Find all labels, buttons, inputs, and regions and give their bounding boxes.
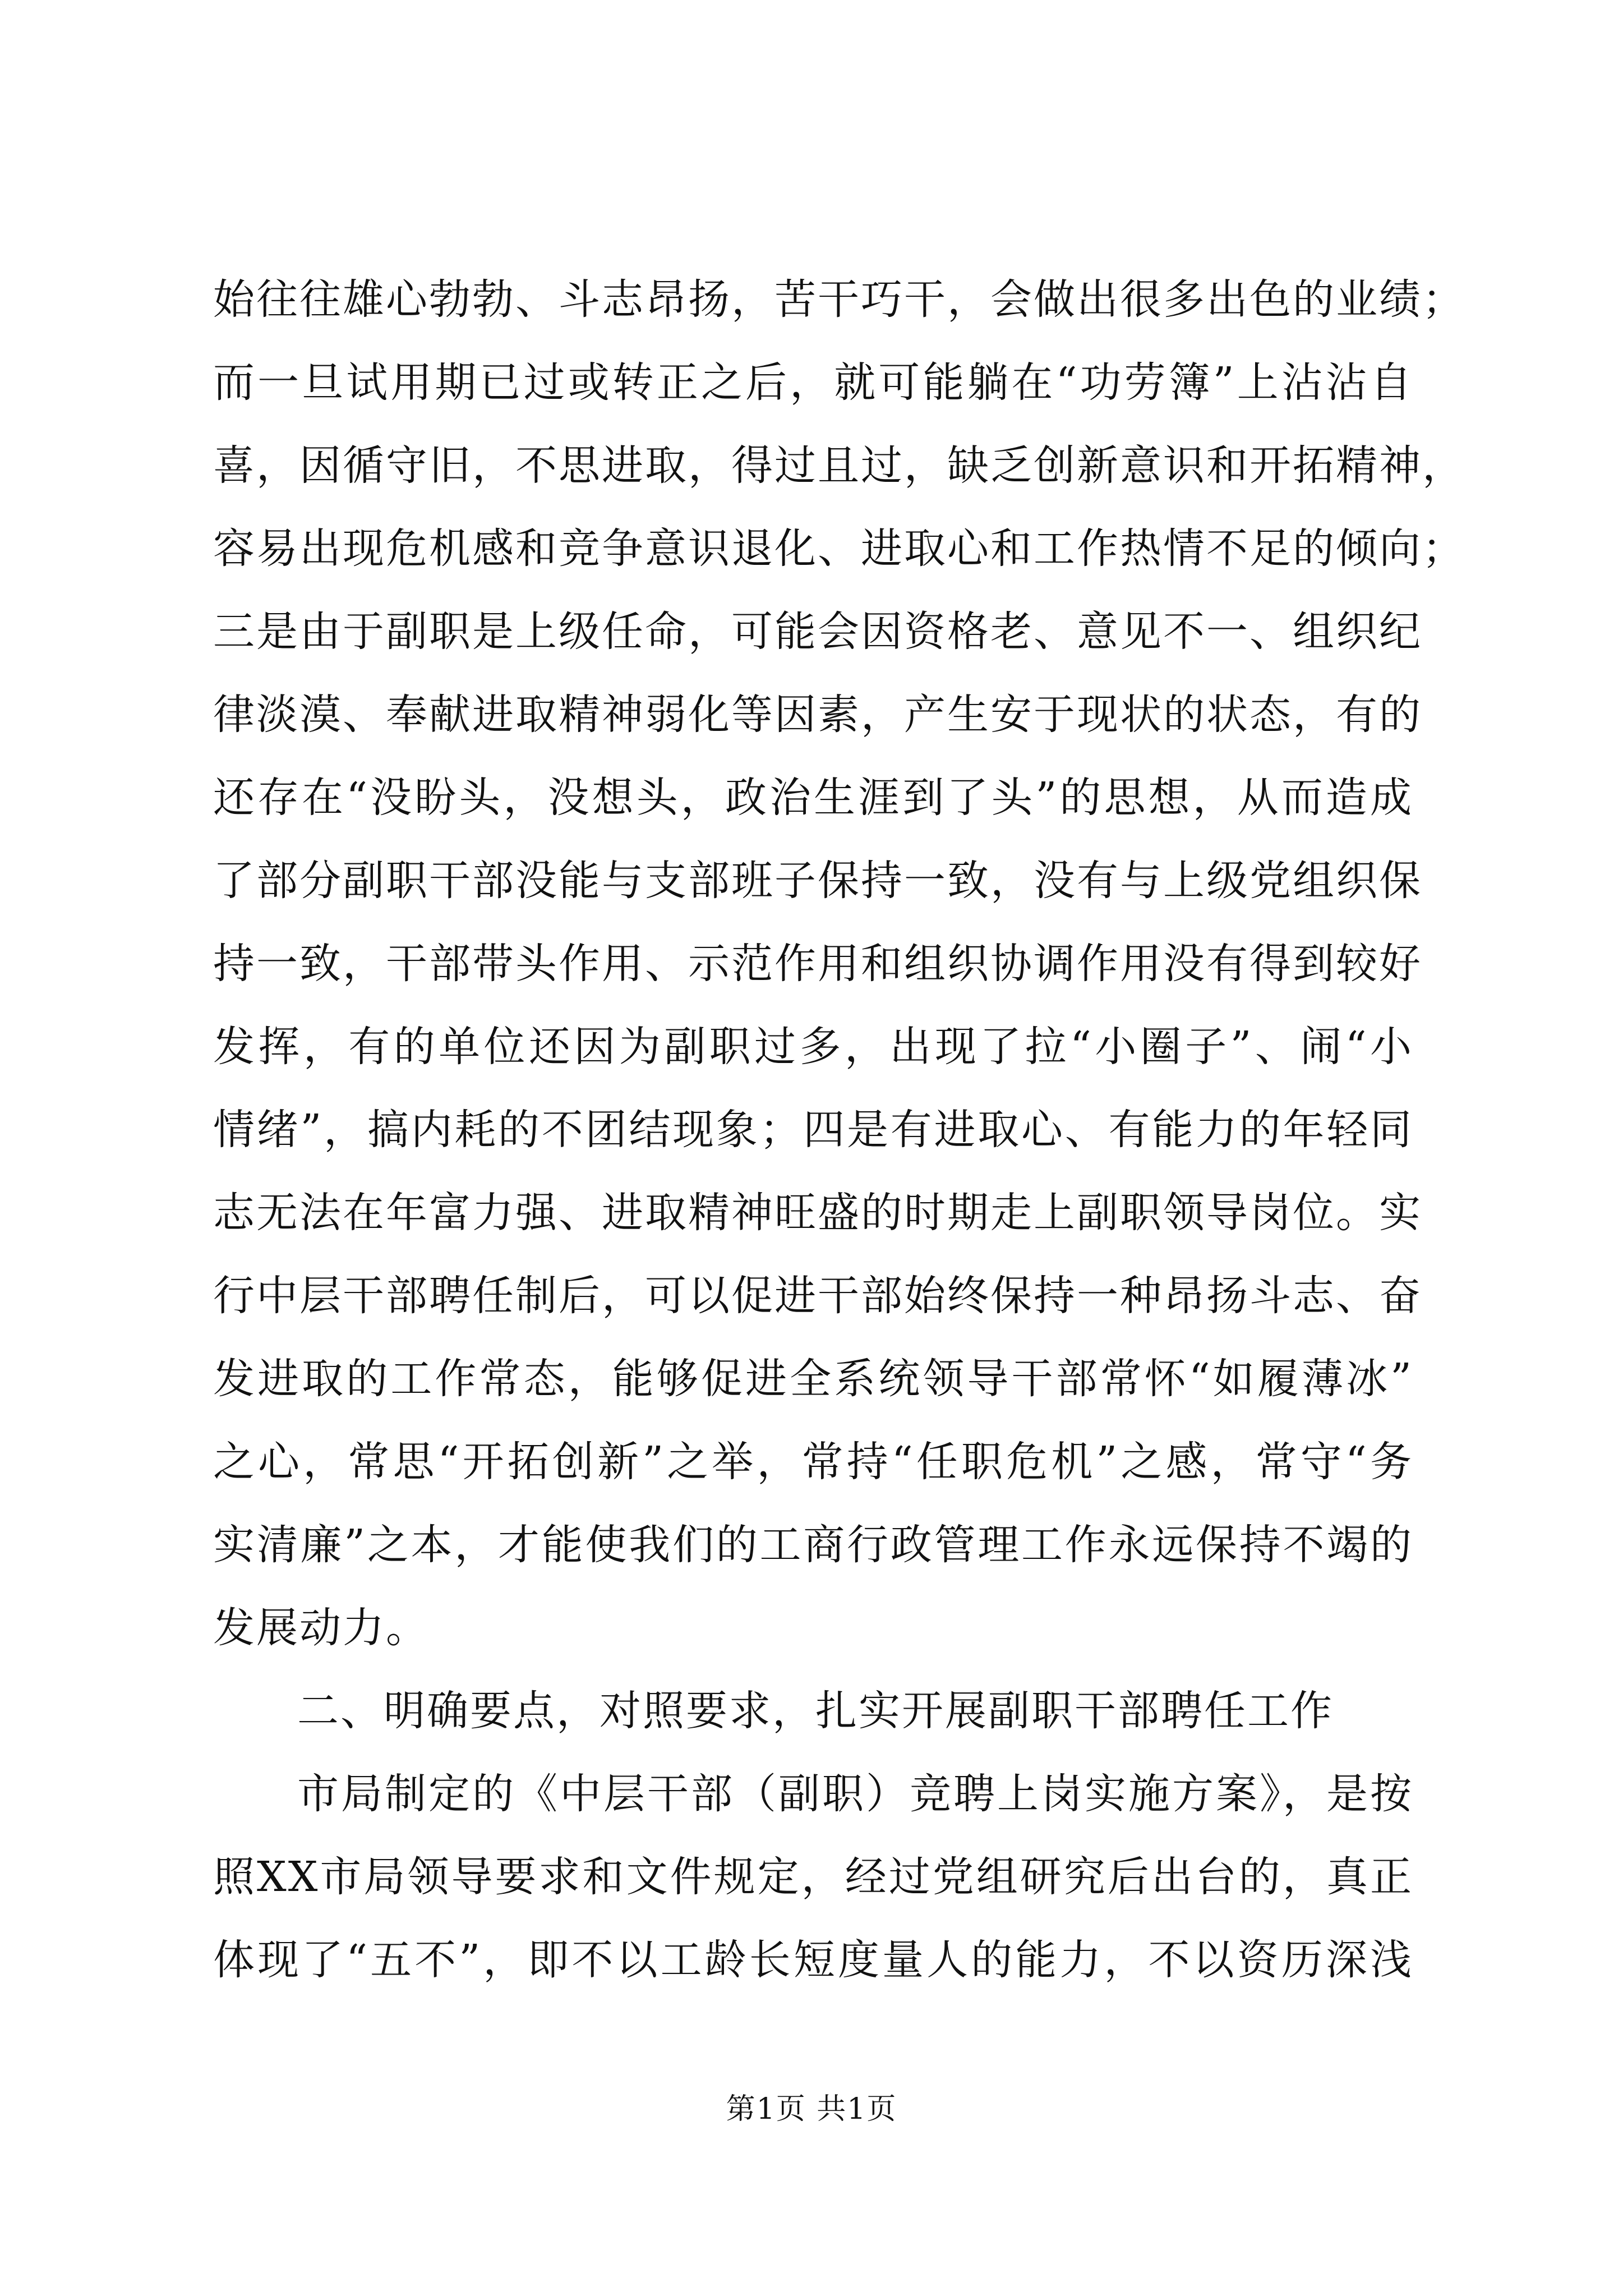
text-line: 之心，常思“开拓创新”之举，常持“任职危机”之感，常守“务 xyxy=(213,1438,1413,1486)
text-line: 三是由于副职是上级任命，可能会因资格老、意见不一、组织纪 xyxy=(213,608,1422,656)
text-line: 行中层干部聘任制后，可以促进干部始终保持一种昂扬斗志、奋 xyxy=(213,1272,1422,1320)
section-heading: 二、明确要点，对照要求，扎实开展副职干部聘任工作 xyxy=(297,1687,1334,1735)
text-line-paragraph-end: 发展动力。 xyxy=(213,1604,429,1652)
text-line: 发进取的工作常态，能够促进全系统领导干部常怀“如履薄冰” xyxy=(213,1355,1413,1403)
text-line: 照XX市局领导要求和文件规定，经过党组研究后出台的，真正 xyxy=(213,1853,1413,1901)
text-line: 持一致，干部带头作用、示范作用和组织协调作用没有得到较好 xyxy=(213,940,1422,988)
text-line: 始往往雄心勃勃、斗志昂扬，苦干巧干，会做出很多出色的业绩； xyxy=(213,275,1465,324)
page-footer: 第1页 共1页 xyxy=(726,2092,897,2126)
text-line: 而一旦试用期已过或转正之后，就可能躺在“功劳簿”上沾沾自 xyxy=(213,358,1413,407)
document-body xyxy=(213,258,1465,2001)
text-line: 发挥，有的单位还因为副职过多，出现了拉“小圈子”、闹“小 xyxy=(213,1023,1413,1071)
text-line: 体现了“五不”，即不以工龄长短度量人的能力，不以资历深浅 xyxy=(213,1936,1413,1984)
text-line: 容易出现危机感和竞争意识退化、进取心和工作热情不足的倾向； xyxy=(213,524,1465,573)
text-line: 律淡漠、奉献进取精神弱化等因素，产生安于现状的状态，有的 xyxy=(213,691,1422,739)
paragraph-first-line: 市局制定的《中层干部（副职）竞聘上岗实施方案》，是按 xyxy=(297,1770,1413,1818)
text-line: 志无法在年富力强、进取精神旺盛的时期走上副职领导岗位。实 xyxy=(213,1189,1422,1237)
text-line: 了部分副职干部没能与支部班子保持一致，没有与上级党组织保 xyxy=(213,857,1422,905)
text-line: 还存在“没盼头，没想头，政治生涯到了头”的思想，从而造成 xyxy=(213,774,1413,822)
text-line: 实清廉”之本，才能使我们的工商行政管理工作永远保持不竭的 xyxy=(213,1521,1413,1569)
text-line: 喜，因循守旧，不思进取，得过且过，缺乏创新意识和开拓精神， xyxy=(213,441,1465,490)
text-line: 情绪”，搞内耗的不团结现象；四是有进取心、有能力的年轻同 xyxy=(213,1106,1413,1154)
